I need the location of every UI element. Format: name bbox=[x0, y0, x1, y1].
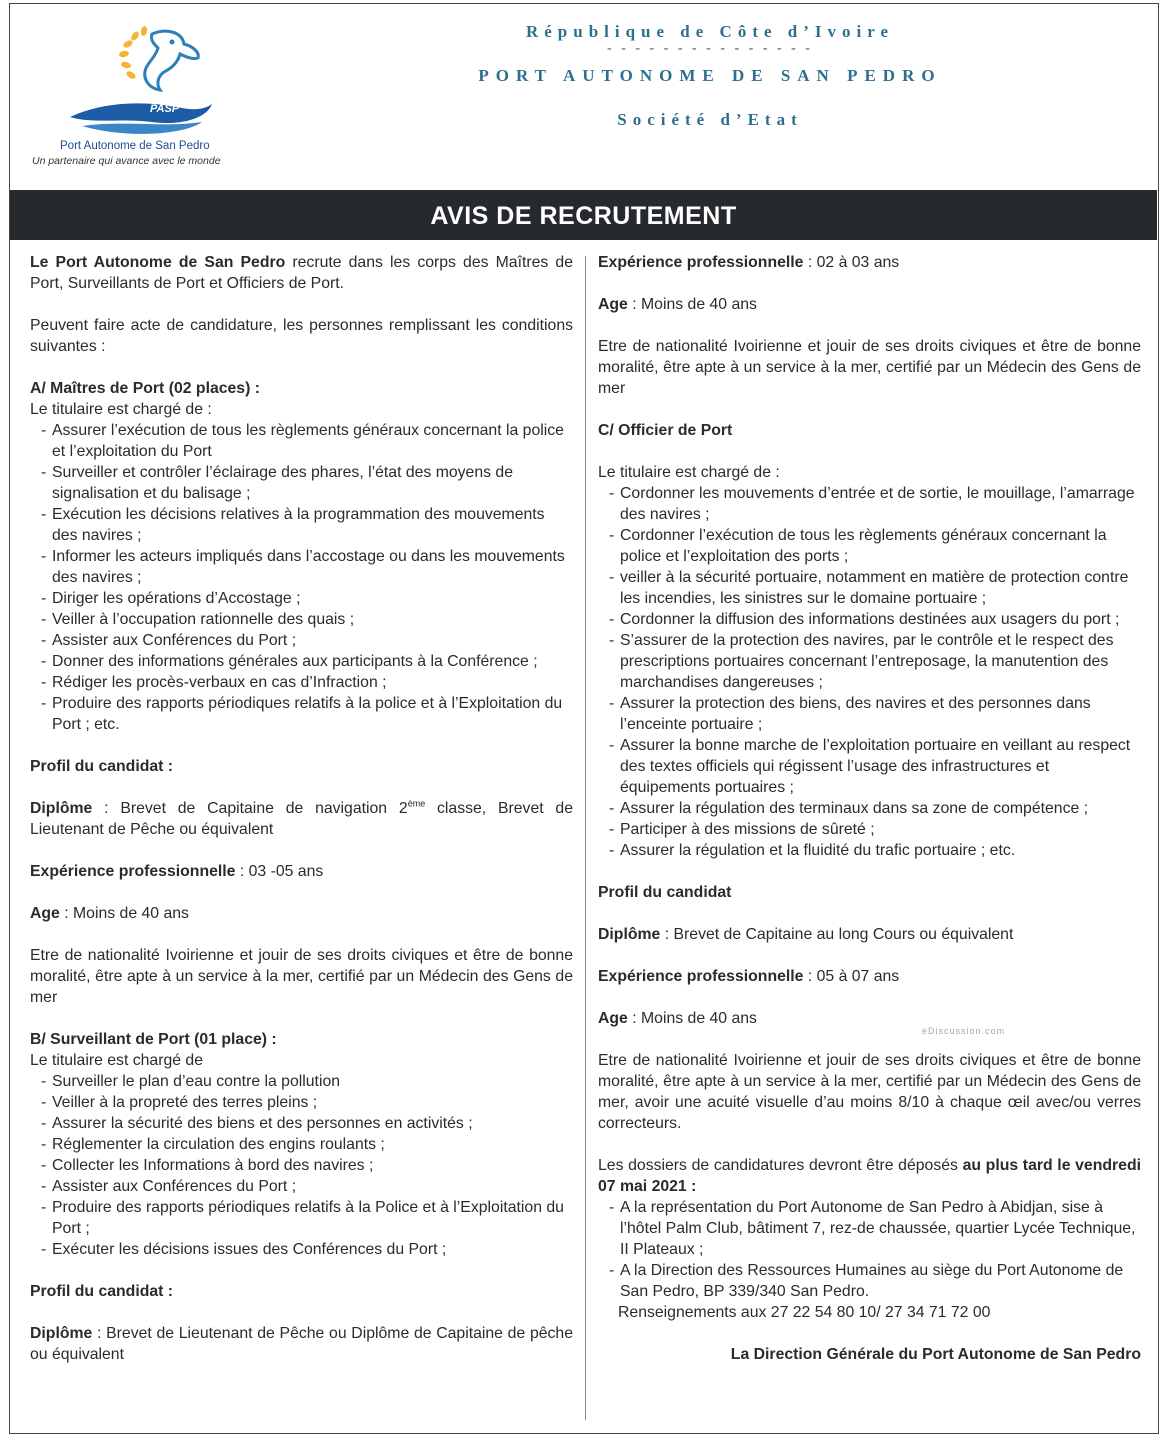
section-b-list bbox=[30, 1071, 573, 1260]
right-column bbox=[598, 252, 1141, 1365]
deadline-paragraph bbox=[598, 1155, 1141, 1197]
left-column bbox=[30, 252, 573, 1365]
signature: La Direction Générale du Port Autonome de San Pedro bbox=[730, 1346, 1141, 1363]
list-item: - Assister aux Conférences du Port ; bbox=[30, 1176, 573, 1197]
logo-abbrev: PASP bbox=[150, 103, 180, 115]
list-item: - veiller à la sécurité portuaire, notamment en matière de protection contre les incendies, les sinistres sur le domaine portuaire ; bbox=[598, 567, 1141, 609]
list-item: - Veiller à la propreté des terres pleins ; bbox=[30, 1092, 573, 1113]
diplome-post: classe, Brevet de Lieutenant de Pêche ou équivalent bbox=[30, 800, 573, 838]
section-a-list bbox=[30, 420, 573, 735]
diplome-sup: ème bbox=[407, 798, 426, 809]
contact-line: Renseignements aux 27 22 54 80 10/ 27 34 71 72 00 bbox=[618, 1304, 991, 1321]
section-b-nationality: Etre de nationalité Ivoirienne et jouir de ses droits civiques et être de bonne moralité, être apte à un service à la mer, certifié par un Médecin des Gens de mer bbox=[598, 338, 1141, 397]
list-item: - Veiller à l’occupation rationnelle des quais ; bbox=[30, 609, 573, 630]
age-value: : Moins de 40 ans bbox=[59, 905, 189, 922]
pasp-logo bbox=[32, 22, 252, 172]
column-divider bbox=[585, 256, 586, 1420]
section-b-title: B/ Surveillant de Port (01 place) : bbox=[30, 1031, 277, 1048]
list-item: - Participer à des missions de sûreté ; bbox=[598, 819, 1141, 840]
list-item: - Collecter les Informations à bord des navires ; bbox=[30, 1155, 573, 1176]
list-item: - Produire des rapports périodiques relatifs à la Police et à l’Exploitation du Port ; bbox=[30, 1197, 573, 1239]
list-item: - A la représentation du Port Autonome de San Pedro à Abidjan, sise à l’hôtel Palm Club, bâtiment 7, rez-de chaussée, quartier Lycée Technique, II Plateaux ; bbox=[598, 1197, 1141, 1260]
list-item: - Cordonner la diffusion des informations destinées aux usagers du port ; bbox=[598, 609, 1141, 630]
list-item: - Cordonner les mouvements d’entrée et de sortie, le mouillage, l’amarrage des navires ; bbox=[598, 483, 1141, 525]
logo-name: Port Autonome de San Pedro bbox=[60, 140, 210, 152]
watermark: eDiscussion.com bbox=[922, 1026, 1006, 1036]
list-item: - Cordonner l’exécution de tous les règlements généraux concernant la police et l’exploitation des ports ; bbox=[598, 525, 1141, 567]
section-b-age bbox=[598, 294, 1141, 315]
exp-value: : 05 à 07 ans bbox=[803, 968, 900, 985]
section-c-lead: Le titulaire est chargé de : bbox=[598, 464, 780, 481]
list-item: - Exécuter les décisions issues des Conférences du Port ; bbox=[30, 1239, 573, 1260]
section-c-experience bbox=[598, 966, 1141, 987]
intro-bold: Le Port Autonome de San Pedro bbox=[30, 254, 286, 271]
intro-paragraph bbox=[30, 252, 573, 294]
list-item: - Donner des informations générales aux participants à la Conférence ; bbox=[30, 651, 573, 672]
section-a-diplome bbox=[30, 798, 573, 840]
section-a-title: A/ Maîtres de Port (02 places) : bbox=[30, 380, 261, 397]
diplome-value: : Brevet de Capitaine au long Cours ou équivalent bbox=[660, 926, 1014, 943]
list-item: - Assurer l’exécution de tous les règlements généraux concernant la police et l’exploitation du Port bbox=[30, 420, 573, 462]
section-a-profil: Profil du candidat : bbox=[30, 758, 174, 775]
age-value: : Moins de 40 ans bbox=[627, 296, 757, 313]
diplome-label: Diplôme bbox=[598, 926, 661, 943]
section-c-nationality: Etre de nationalité Ivoirienne et jouir de ses droits civiques et être de bonne moralité, être apte à un service à la mer, certifié par un Médecin des Gens de mer, avoir une acuité visuelle d’au moins 8/10 à chaque œil avec/ou verres correcteurs. bbox=[598, 1052, 1141, 1132]
header-separator: - - - - - - - - - - - - - - - bbox=[607, 41, 813, 56]
age-value: : Moins de 40 ans bbox=[627, 1010, 757, 1027]
list-item: - Réglementer la circulation des engins roulants ; bbox=[30, 1134, 573, 1155]
section-a-lead: Le titulaire est chargé de : bbox=[30, 401, 212, 418]
list-item: - Exécution les décisions relatives à la programmation des mouvements des navires ; bbox=[30, 504, 573, 546]
age-label: Age bbox=[30, 905, 60, 922]
section-c-title: C/ Officier de Port bbox=[598, 422, 733, 439]
header-company-type: Société d’Etat bbox=[617, 110, 803, 129]
section-b-profil: Profil du candidat : bbox=[30, 1283, 174, 1300]
list-item: - Assurer la sécurité des biens et des personnes en activités ; bbox=[30, 1113, 573, 1134]
list-item: - Assurer la régulation et la fluidité du trafic portuaire ; etc. bbox=[598, 840, 1141, 861]
conditions-paragraph: Peuvent faire acte de candidature, les personnes remplissant les conditions suivantes : bbox=[30, 317, 573, 355]
document-header bbox=[10, 4, 1157, 190]
seahorse-logo-icon bbox=[32, 22, 252, 142]
section-a-nationality: Etre de nationalité Ivoirienne et jouir de ses droits civiques et être de bonne moralité, être apte à un service à la mer, certifié par un Médecin des Gens de mer bbox=[30, 947, 573, 1006]
list-item: - Produire des rapports périodiques relatifs à la police et à l’Exploitation du Port ; etc. bbox=[30, 693, 573, 735]
diplome-value: : Brevet de Lieutenant de Pêche ou Diplôme de Capitaine de pêche ou équivalent bbox=[30, 1325, 573, 1363]
diplome-pre: : Brevet de Capitaine de navigation 2 bbox=[92, 800, 408, 817]
list-item: - Diriger les opérations d’Accostage ; bbox=[30, 588, 573, 609]
list-item: - Informer les acteurs impliqués dans l’accostage ou dans les mouvements des navires ; bbox=[30, 546, 573, 588]
header-republic: République de Côte d’Ivoire bbox=[525, 22, 895, 41]
section-c-list bbox=[598, 483, 1141, 861]
list-item: - Assurer la protection des biens, des navires et des personnes dans l’enceinte portuaire ; bbox=[598, 693, 1141, 735]
locations-list bbox=[598, 1197, 1141, 1302]
header-port-name: PORT AUTONOME DE SAN PEDRO bbox=[478, 66, 942, 85]
exp-label: Expérience professionnelle bbox=[598, 254, 804, 271]
list-item: - Assurer la bonne marche de l’exploitation portuaire en veillant au respect des textes officiels qui régissent l’usage des infrastructures et équipements portuaires ; bbox=[598, 735, 1141, 798]
list-item: - Rédiger les procès-verbaux en cas d’Infraction ; bbox=[30, 672, 573, 693]
exp-value: : 02 à 03 ans bbox=[803, 254, 900, 271]
logo-tagline: Un partenaire qui avance avec le monde bbox=[32, 155, 221, 167]
intro-rest: recrute dans les corps des Maîtres de Port, Surveillants de Port et Officiers de Port. bbox=[30, 254, 573, 292]
section-a-age bbox=[30, 903, 573, 924]
document-frame bbox=[9, 3, 1159, 1434]
list-item: - Surveiller le plan d’eau contre la pollution bbox=[30, 1071, 573, 1092]
section-c-profil: Profil du candidat bbox=[598, 884, 732, 901]
exp-label: Expérience professionnelle bbox=[30, 863, 236, 880]
header-titles bbox=[410, 22, 1010, 132]
list-item: - Assister aux Conférences du Port ; bbox=[30, 630, 573, 651]
section-c-age bbox=[598, 1008, 1141, 1029]
section-b-diplome bbox=[30, 1323, 573, 1365]
section-a-experience bbox=[30, 861, 573, 882]
diplome-label: Diplôme bbox=[30, 800, 93, 817]
page-title-banner: AVIS DE RECRUTEMENT bbox=[10, 190, 1157, 240]
list-item: - Surveiller et contrôler l’éclairage des phares, l’état des moyens de signalisation et du balisage ; bbox=[30, 462, 573, 504]
section-b-lead: Le titulaire est chargé de bbox=[30, 1052, 203, 1069]
deadline-pre: Les dossiers de candidatures devront être déposés bbox=[598, 1157, 963, 1174]
list-item: - A la Direction des Ressources Humaines au siège du Port Autonome de San Pedro, BP 339/340 San Pedro. bbox=[598, 1260, 1141, 1302]
diplome-label: Diplôme bbox=[30, 1325, 93, 1342]
exp-label: Expérience professionnelle bbox=[598, 968, 804, 985]
section-b-experience bbox=[598, 252, 1141, 273]
list-item: - S’assurer de la protection des navires, par le contrôle et le respect des prescriptions portuaires concernant l’entreposage, la manutention des marchandises dangereuses ; bbox=[598, 630, 1141, 693]
deadline-bold: au plus tard le vendredi 07 mai 2021 : bbox=[598, 1157, 1141, 1195]
exp-value: : 03 -05 ans bbox=[235, 863, 324, 880]
section-c-diplome bbox=[598, 924, 1141, 945]
age-label: Age bbox=[598, 296, 628, 313]
list-item: - Assurer la régulation des terminaux dans sa zone de compétence ; bbox=[598, 798, 1141, 819]
age-label: Age bbox=[598, 1010, 628, 1027]
